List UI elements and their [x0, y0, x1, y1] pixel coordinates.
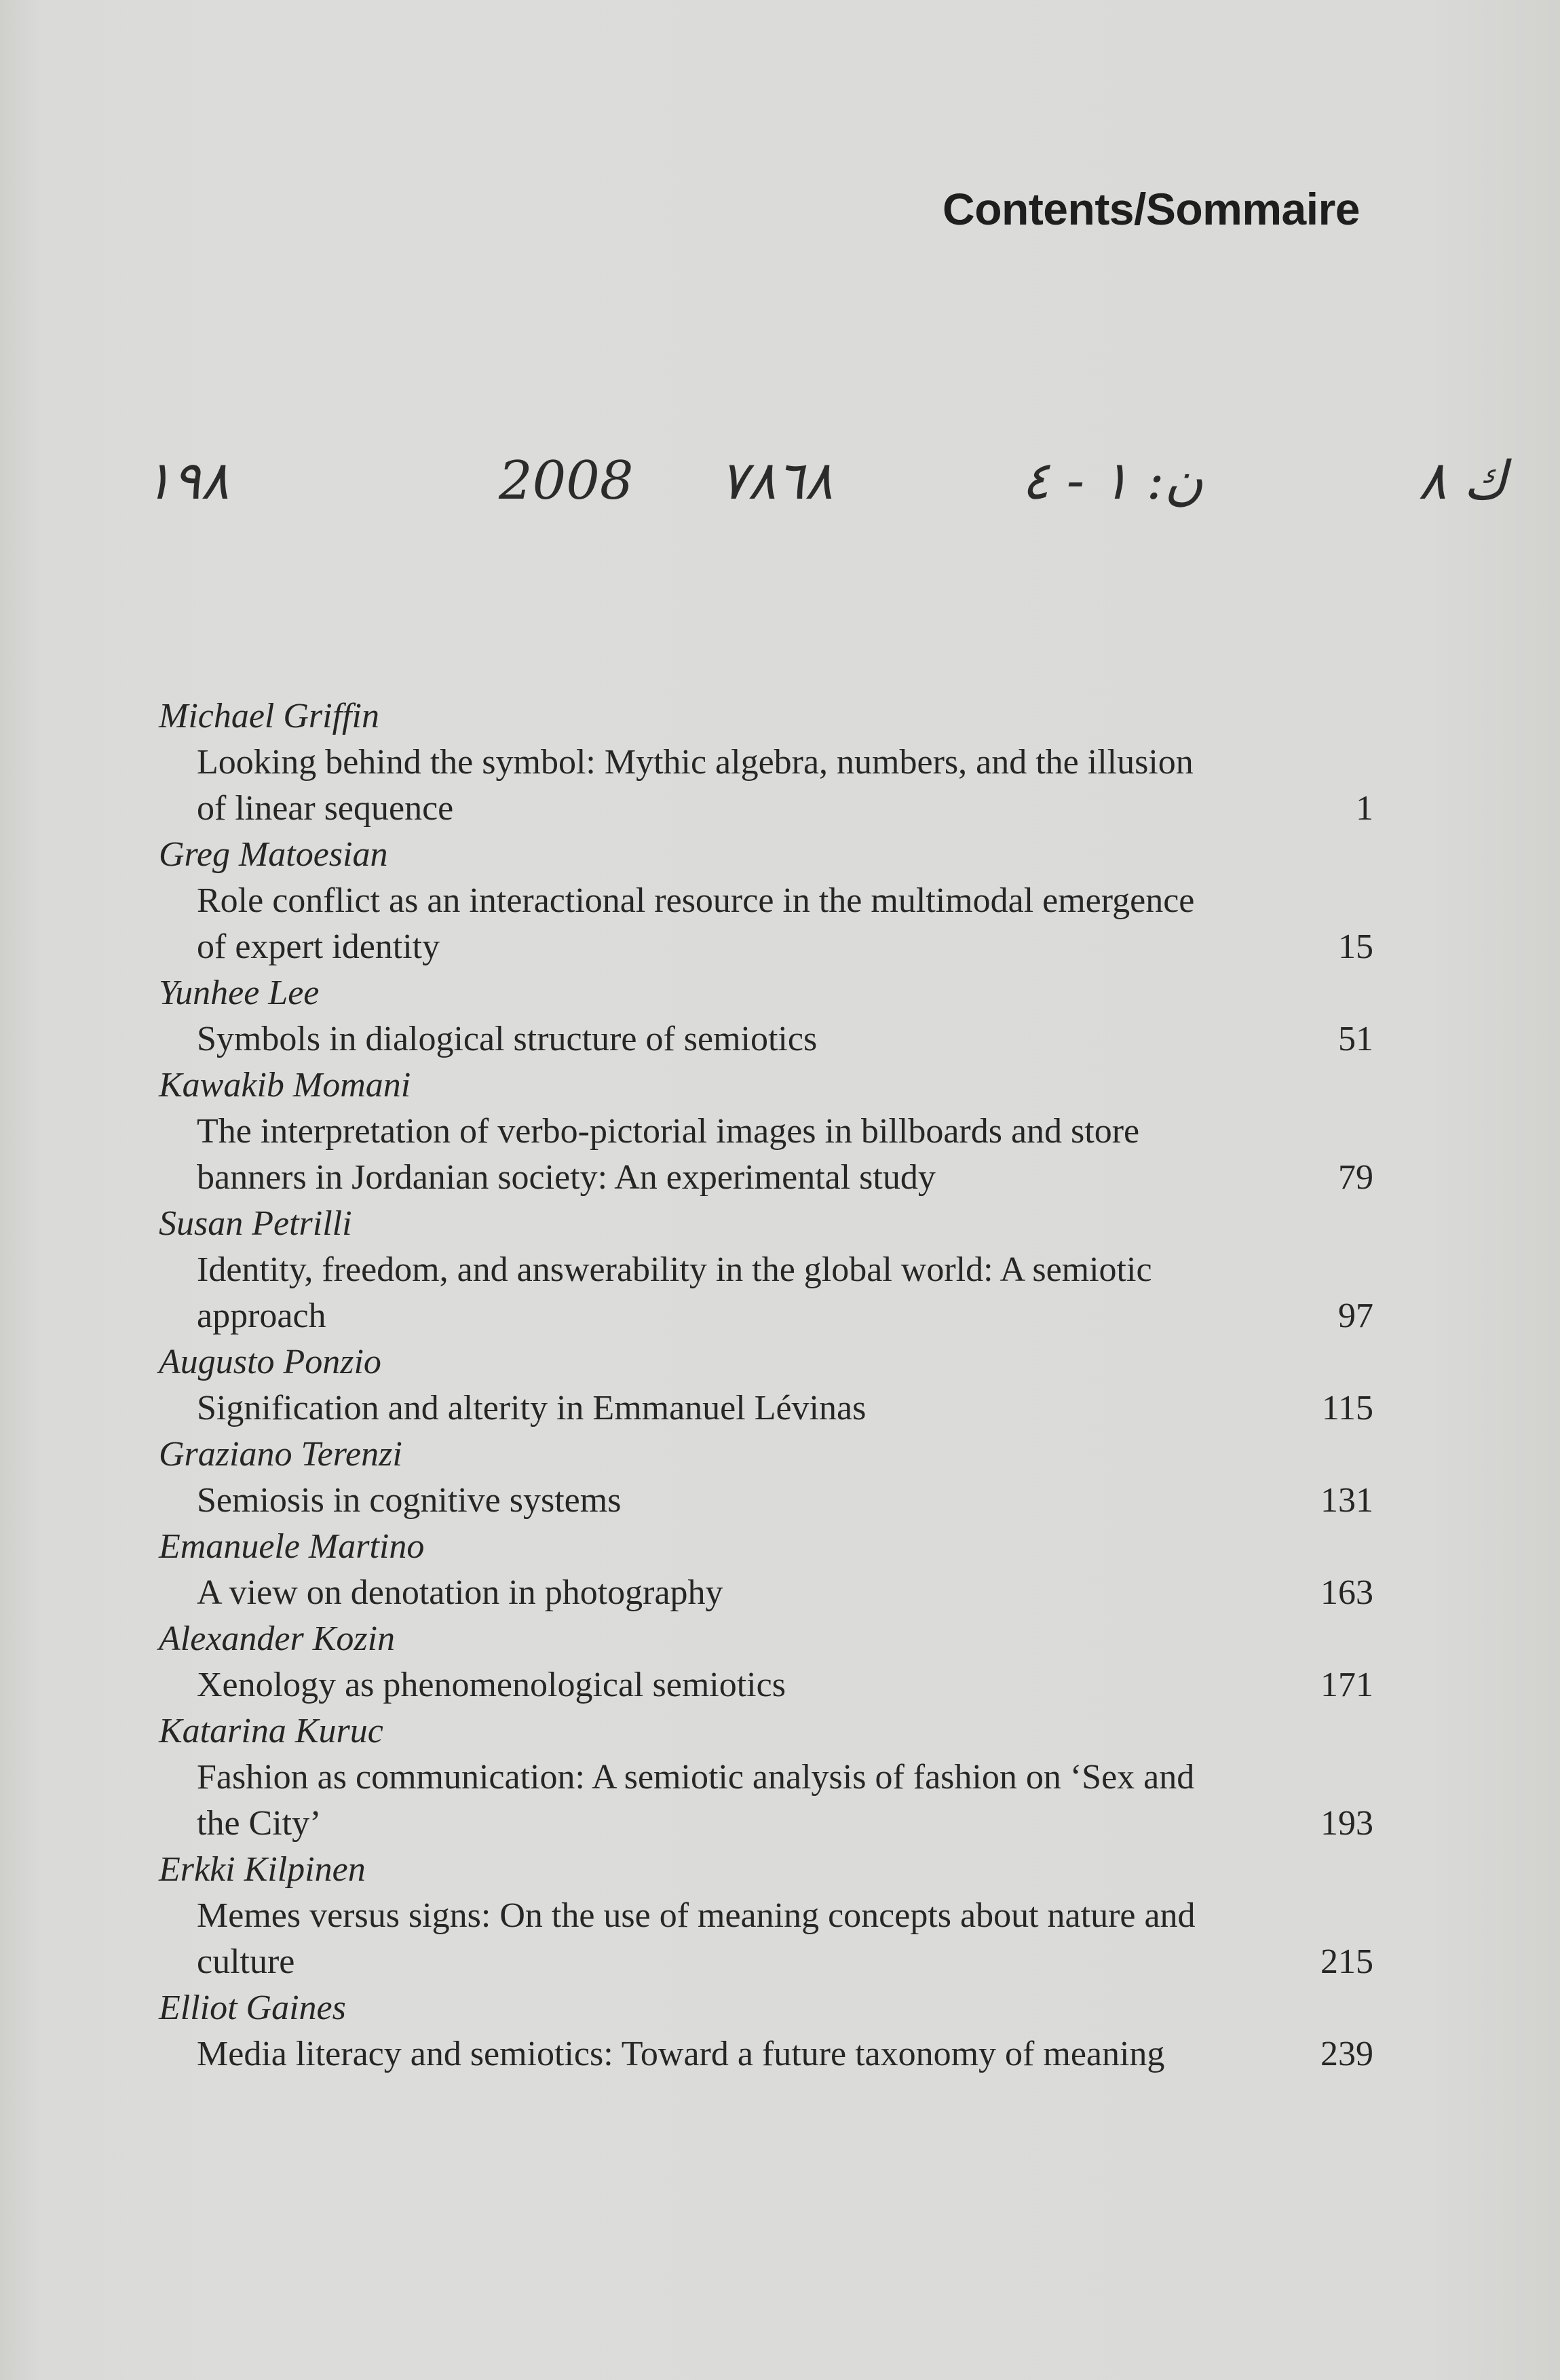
- table-of-contents: [159, 693, 1373, 2077]
- entry-article[interactable]: [159, 1247, 1373, 1339]
- toc-entry: [159, 1847, 1373, 1985]
- entry-title: The interpretation of verbo-pictorial images in billboards and store banners in Jordanian society: An experimental study: [197, 1112, 1140, 1197]
- entry-title: Signification and alterity in Emmanuel Lévinas: [197, 1389, 867, 1427]
- entry-page-number: 163: [1320, 1573, 1373, 1612]
- entry-title: Memes versus signs: On the use of meaning concepts about nature and culture: [197, 1896, 1196, 1981]
- entry-title: A view on denotation in photography: [197, 1573, 723, 1612]
- entry-article[interactable]: [159, 1570, 1373, 1616]
- entry-author: Graziano Terenzi: [159, 1435, 402, 1474]
- entry-article[interactable]: [159, 1016, 1373, 1062]
- handwritten-note: ١٩٨: [144, 450, 229, 512]
- entry-article[interactable]: [159, 1662, 1373, 1708]
- toc-entry: [159, 1339, 1373, 1432]
- entry-page-number: 97: [1338, 1297, 1373, 1335]
- handwritten-note: 2008: [499, 450, 634, 512]
- entry-author: Elliot Gaines: [159, 1989, 346, 2027]
- handwritten-note: ك ٨: [1418, 450, 1507, 512]
- entry-article[interactable]: [159, 1385, 1373, 1432]
- toc-entry: [159, 1062, 1373, 1201]
- entry-author: Katarina Kuruc: [159, 1712, 383, 1750]
- entry-article[interactable]: [159, 1754, 1373, 1847]
- entry-page-number: 79: [1338, 1158, 1373, 1197]
- entry-page-number: 131: [1320, 1481, 1373, 1520]
- toc-entry: [159, 693, 1373, 832]
- handwritten-note: ن: ١ - ٤: [1021, 450, 1204, 512]
- entry-author: Michael Griffin: [159, 697, 379, 735]
- entry-page-number: 51: [1338, 1020, 1373, 1058]
- entry-title: Symbols in dialogical structure of semiotics: [197, 1020, 818, 1058]
- entry-page-number: 193: [1320, 1804, 1373, 1843]
- entry-page-number: 15: [1338, 927, 1373, 966]
- handwritten-note: ٧٨٦٨: [719, 450, 833, 512]
- toc-entry: [159, 1524, 1373, 1616]
- toc-entry: [159, 1708, 1373, 1847]
- toc-entry: [159, 970, 1373, 1062]
- page-title: Contents/Sommaire: [943, 184, 1360, 234]
- entry-article[interactable]: [159, 878, 1373, 970]
- entry-article[interactable]: [159, 1109, 1373, 1201]
- entry-page-number: 239: [1320, 2035, 1373, 2073]
- entry-page-number: 1: [1356, 789, 1373, 828]
- entry-author: Greg Matoesian: [159, 835, 388, 874]
- entry-author: Susan Petrilli: [159, 1204, 352, 1243]
- toc-entry: [159, 1432, 1373, 1524]
- entry-article[interactable]: [159, 1478, 1373, 1524]
- toc-entry: [159, 832, 1373, 970]
- entry-author: Kawakib Momani: [159, 1066, 411, 1105]
- entry-author: Augusto Ponzio: [159, 1343, 381, 1381]
- entry-title: Semiosis in cognitive systems: [197, 1481, 622, 1520]
- entry-title: Looking behind the symbol: Mythic algebra, numbers, and the illusion of linear sequence: [197, 743, 1194, 828]
- toc-entry: [159, 1985, 1373, 2077]
- entry-title: Fashion as communication: A semiotic analysis of fashion on ‘Sex and the City’: [197, 1758, 1195, 1843]
- entry-title: Role conflict as an interactional resource in the multimodal emergence of expert identity: [197, 881, 1195, 966]
- toc-entry: [159, 1616, 1373, 1708]
- entry-page-number: 171: [1320, 1666, 1373, 1704]
- entry-article[interactable]: [159, 1893, 1373, 1985]
- entry-article[interactable]: [159, 2031, 1373, 2077]
- toc-entry: [159, 1201, 1373, 1339]
- entry-author: Emanuele Martino: [159, 1527, 425, 1566]
- entry-author: Alexander Kozin: [159, 1619, 396, 1658]
- entry-author: Yunhee Lee: [159, 974, 320, 1012]
- entry-page-number: 215: [1320, 1942, 1373, 1981]
- entry-article[interactable]: [159, 740, 1373, 832]
- entry-title: Media literacy and semiotics: Toward a future taxonomy of meaning: [197, 2035, 1165, 2073]
- entry-author: Erkki Kilpinen: [159, 1850, 366, 1889]
- entry-page-number: 115: [1321, 1389, 1373, 1427]
- entry-title: Identity, freedom, and answerability in the global world: A semiotic approach: [197, 1250, 1152, 1335]
- entry-title: Xenology as phenomenological semiotics: [197, 1666, 786, 1704]
